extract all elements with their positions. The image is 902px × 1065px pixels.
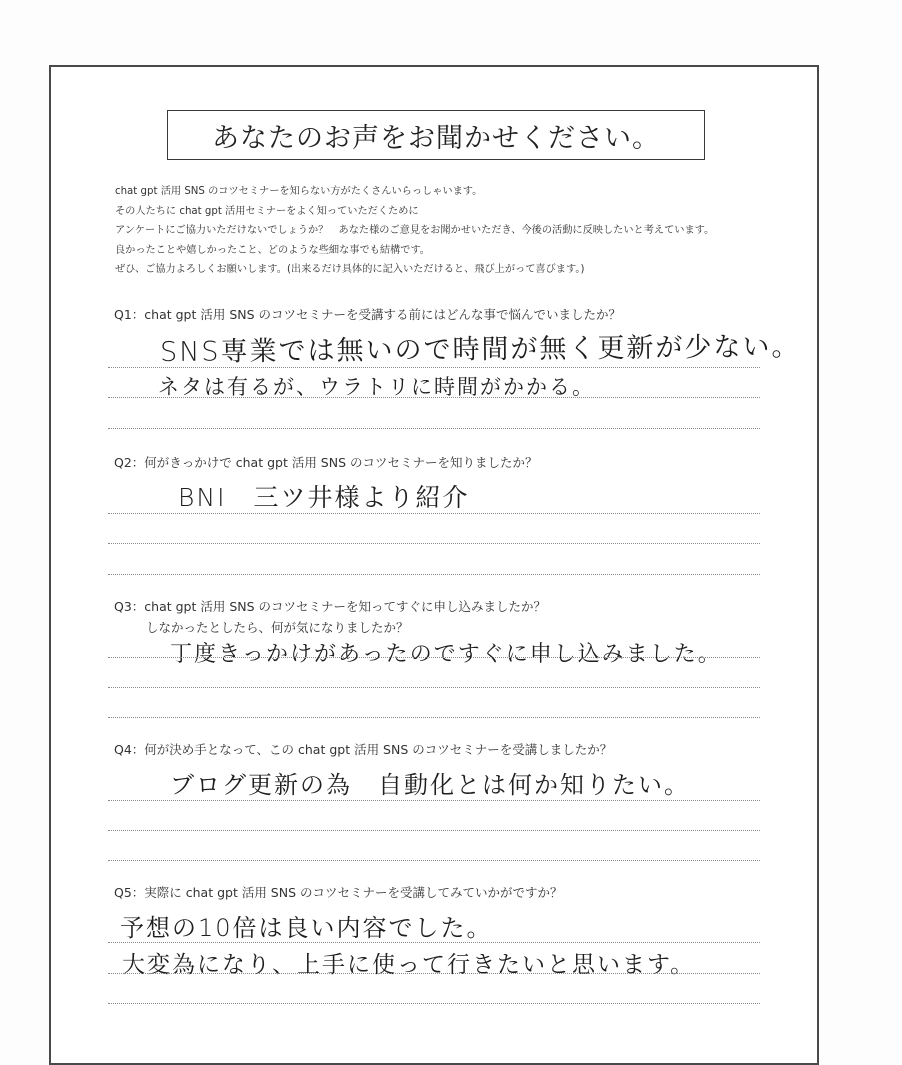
answer-line xyxy=(108,428,760,429)
answer-line xyxy=(108,717,760,718)
intro-line: 良かったことや嬉しかったこと、どのような些細な事でも結構です。 xyxy=(115,244,430,256)
answer-line xyxy=(108,574,760,575)
intro-line: chat gpt 活用 SNS のコツセミナーを知らない方がたくさんいらっしゃいます。 xyxy=(115,186,483,197)
answer-line xyxy=(108,1003,760,1004)
answer-line xyxy=(108,942,760,943)
answer-line xyxy=(108,830,760,831)
question-4: Q4：何が決め手となって、この chat gpt 活用 SNS のコツセミナーを受講しましたか？ xyxy=(114,742,613,757)
intro-text xyxy=(115,182,785,280)
answer-line xyxy=(108,687,760,688)
answer-5-line-1: 予想の10倍は良い内容でした。 xyxy=(120,914,493,942)
answer-1-line-2: ネタは有るが、ウラトリに時間がかかる。 xyxy=(158,375,595,399)
title-box xyxy=(167,110,705,160)
answer-line xyxy=(108,800,760,801)
answer-4-line-1: ブログ更新の為 自動化とは何か知りたい。 xyxy=(170,771,690,799)
question-2: Q2：何がきっかけで chat gpt 活用 SNS のコツセミナーを知りましたか？ xyxy=(114,455,538,470)
answer-1-line-1: SNS専業では無いので時間が無く更新が少ない。 xyxy=(159,331,801,368)
question-1: Q1：chat gpt 活用 SNS のコツセミナーを受講する前にはどんな事で悩んでいましたか？ xyxy=(114,307,622,322)
question-5: Q5：実際に chat gpt 活用 SNS のコツセミナーを受講してみていかがですか？ xyxy=(114,885,563,900)
page-title: あなたのお声をお聞かせください。 xyxy=(212,122,660,154)
intro-line: ぜひ、ご協力よろしくお願いします。(出来るだけ具体的に記入いただけると、飛び上がって喜びます。) xyxy=(115,264,585,275)
answer-line xyxy=(108,543,760,544)
intro-line: その人たちに chat gpt 活用セミナーをよく知っていただくために xyxy=(115,205,419,217)
answer-line xyxy=(108,860,760,861)
answer-2-line-1: BNI 三ツ井様より紹介 xyxy=(178,483,470,512)
answer-line xyxy=(108,367,760,368)
answer-5-line-2: 大変為になり、上手に使って行きたいと思います。 xyxy=(122,952,696,978)
intro-line: アンケートにご協力いただけないでしょうか？ あなた様のご意見をお聞かせいただき、今後の活動に反映したいと考えています。 xyxy=(115,225,715,236)
answer-line xyxy=(108,397,760,398)
answer-line xyxy=(108,513,760,514)
answer-line xyxy=(108,973,760,974)
question-3: Q3：chat gpt 活用 SNS のコツセミナーを知ってすぐに申し込みましたか？ xyxy=(114,599,547,614)
answer-line xyxy=(108,657,760,658)
question-3-sub: しなかったとしたら、何が気になりましたか？ xyxy=(146,620,409,635)
answer-3-line-1: 丁度きっかけがあったのですぐに申し込みました。 xyxy=(170,642,722,667)
